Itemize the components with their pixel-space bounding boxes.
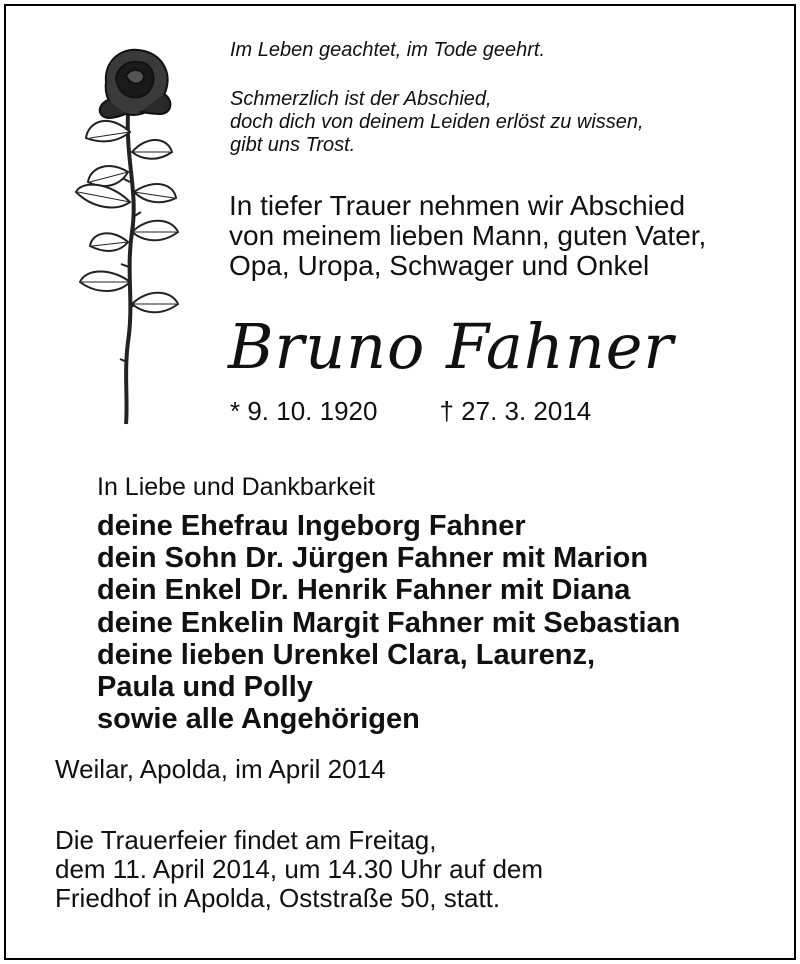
deceased-name: Bruno Fahner [228, 310, 675, 383]
family-line: deine lieben Urenkel Clara, Laurenz, [97, 638, 595, 671]
intro-line: von meinem lieben Mann, guten Vater, [229, 220, 707, 251]
place-date: Weilar, Apolda, im April 2014 [55, 754, 386, 784]
farewell-line: gibt uns Trost. [230, 134, 356, 156]
love-line: In Liebe und Dankbarkeit [97, 473, 375, 501]
rose-icon [68, 42, 193, 432]
family-line: dein Sohn Dr. Jürgen Fahner mit Marion [97, 542, 649, 575]
funeral-line: Die Trauerfeier findet am Freitag, [55, 825, 437, 855]
farewell-line: Schmerzlich ist der Abschied, [230, 88, 492, 110]
family-line: dein Enkel Dr. Henrik Fahner mit Diana [97, 574, 631, 607]
intro-line: In tiefer Trauer nehmen wir Abschied [229, 190, 686, 221]
funeral-info [55, 826, 543, 913]
family-line: Paula und Polly [97, 671, 313, 704]
farewell-verse [230, 88, 644, 157]
intro-line: Opa, Uropa, Schwager und Onkel [229, 250, 650, 281]
funeral-line: dem 11. April 2014, um 14.30 Uhr auf dem [55, 854, 544, 884]
family-list [97, 510, 680, 735]
family-line: deine Ehefrau Ingeborg Fahner [97, 510, 526, 542]
life-dates [230, 396, 591, 426]
family-line: sowie alle Angehörigen [97, 703, 420, 736]
intro-text [229, 191, 706, 281]
death-date: † 27. 3. 2014 [439, 396, 592, 426]
farewell-line: doch dich von deinem Leiden erlöst zu wissen, [230, 111, 644, 133]
family-line: deine Enkelin Margit Fahner mit Sebastian [97, 606, 681, 639]
motto-text: Im Leben geachtet, im Tode geehrt. [230, 39, 546, 61]
birth-date: * 9. 10. 1920 [230, 396, 378, 426]
funeral-line: Friedhof in Apolda, Oststraße 50, statt. [55, 883, 501, 913]
